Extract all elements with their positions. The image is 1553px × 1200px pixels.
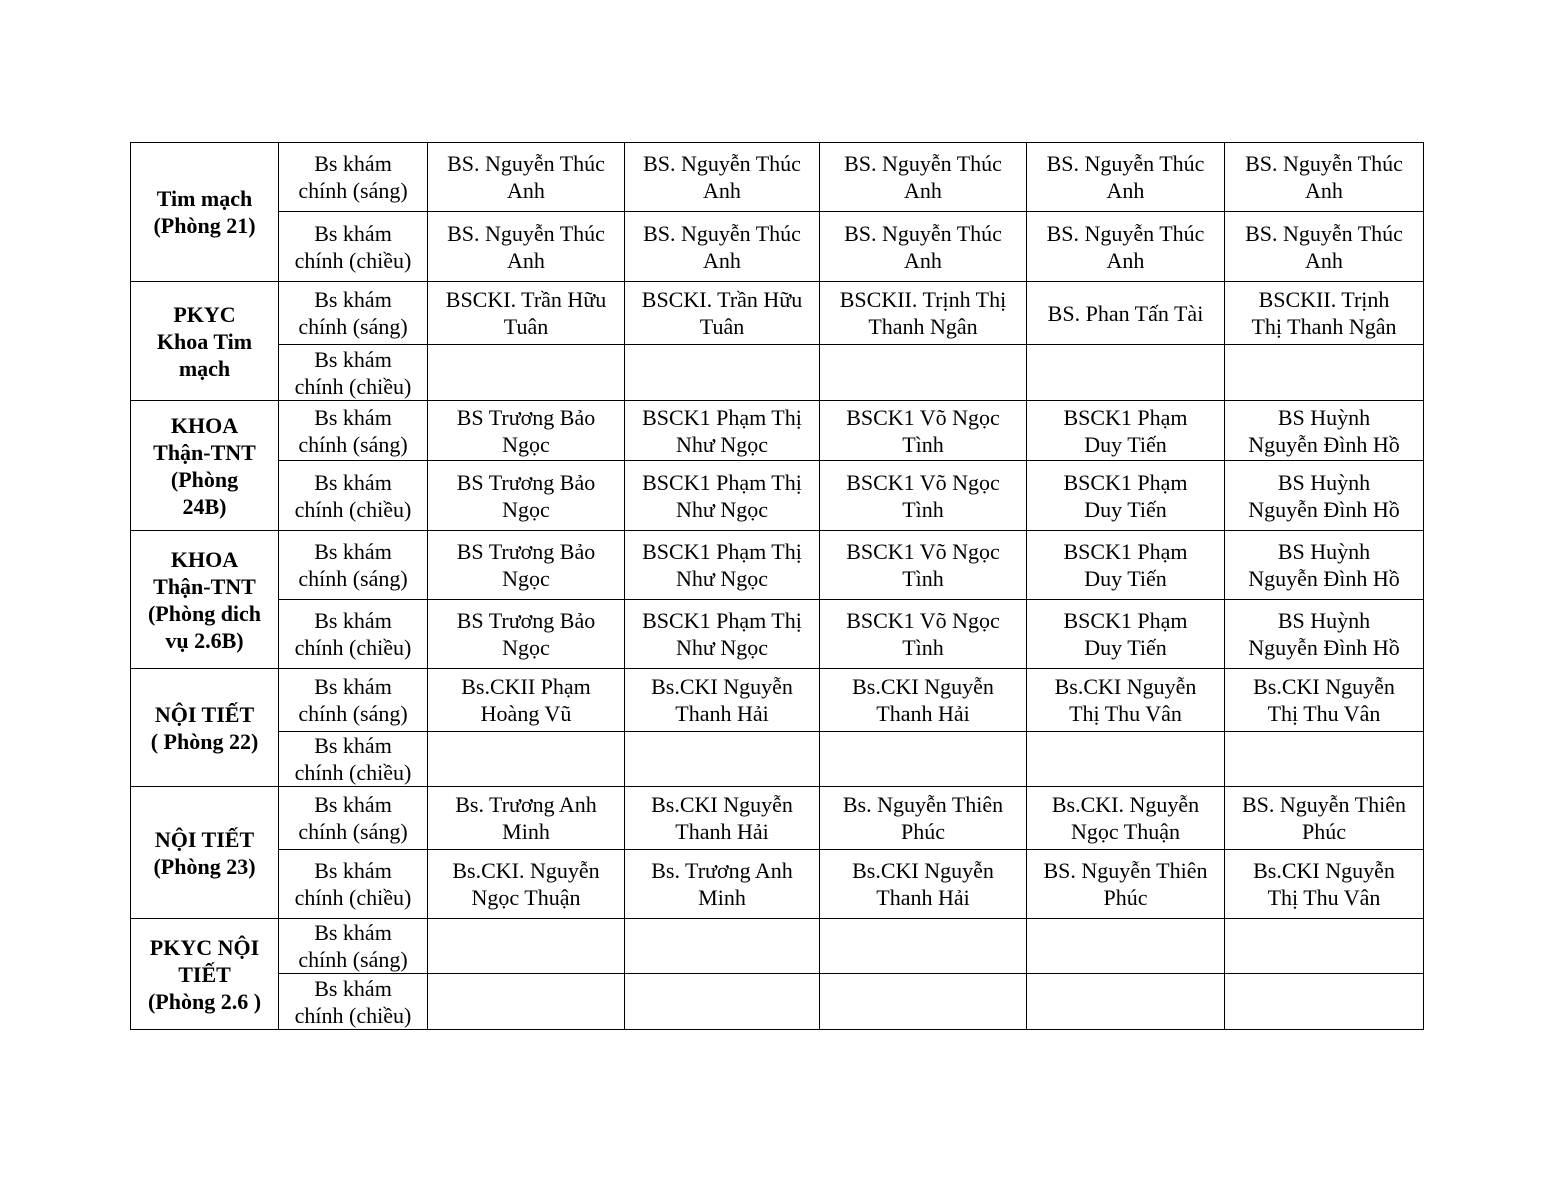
doctor-cell: BSCK1 Phạm Thị Như Ngọc xyxy=(625,531,820,600)
doctor-schedule-table xyxy=(130,142,1424,1030)
table-row xyxy=(131,732,1424,787)
doctor-cell: BSCKI. Trần Hữu Tuân xyxy=(625,282,820,345)
table-row xyxy=(131,919,1424,974)
doctor-cell: BSCK1 Phạm Thị Như Ngọc xyxy=(625,600,820,669)
doctor-cell xyxy=(625,345,820,401)
table-row xyxy=(131,531,1424,600)
doctor-cell: Bs.CKI Nguyễn Thanh Hải xyxy=(820,669,1027,732)
department-cell: Tim mạch (Phòng 21) xyxy=(131,143,279,282)
doctor-cell: BS. Nguyễn Thúc Anh xyxy=(1027,143,1225,212)
doctor-cell: BS Trương Bảo Ngọc xyxy=(428,401,625,461)
department-cell: KHOA Thận-TNT (Phòng dich vụ 2.6B) xyxy=(131,531,279,669)
doctor-cell: BSCK1 Phạm Duy Tiến xyxy=(1027,401,1225,461)
department-cell: PKYC Khoa Tim mạch xyxy=(131,282,279,401)
table-row xyxy=(131,282,1424,345)
doctor-cell: BSCKII. Trịnh Thị Thanh Ngân xyxy=(1225,282,1424,345)
doctor-cell: BSCK1 Phạm Thị Như Ngọc xyxy=(625,461,820,531)
doctor-cell xyxy=(1225,345,1424,401)
doctor-cell: BS. Nguyễn Thúc Anh xyxy=(820,212,1027,282)
table-row xyxy=(131,787,1424,850)
doctor-cell xyxy=(428,919,625,974)
shift-label-cell: Bs khám chính (sáng) xyxy=(279,143,428,212)
doctor-cell: BS. Nguyễn Thúc Anh xyxy=(1027,212,1225,282)
doctor-cell: BSCK1 Võ Ngọc Tình xyxy=(820,461,1027,531)
table-row xyxy=(131,974,1424,1030)
doctor-cell xyxy=(428,974,625,1030)
table-row xyxy=(131,212,1424,282)
shift-label-cell: Bs khám chính (sáng) xyxy=(279,919,428,974)
shift-label-cell: Bs khám chính (sáng) xyxy=(279,282,428,345)
shift-label-cell: Bs khám chính (chiều) xyxy=(279,732,428,787)
doctor-cell xyxy=(1225,732,1424,787)
shift-label-cell: Bs khám chính (chiều) xyxy=(279,600,428,669)
doctor-cell: BS. Nguyễn Thúc Anh xyxy=(1225,143,1424,212)
shift-label-cell: Bs khám chính (chiều) xyxy=(279,461,428,531)
doctor-cell: BSCK1 Võ Ngọc Tình xyxy=(820,401,1027,461)
doctor-cell: BS. Nguyễn Thúc Anh xyxy=(1225,212,1424,282)
department-cell: NỘI TIẾT (Phòng 23) xyxy=(131,787,279,919)
doctor-cell: Bs.CKII Phạm Hoàng Vũ xyxy=(428,669,625,732)
doctor-cell: BS Trương Bảo Ngọc xyxy=(428,600,625,669)
table-row xyxy=(131,401,1424,461)
doctor-cell xyxy=(625,732,820,787)
department-cell: PKYC NỘI TIẾT (Phòng 2.6 ) xyxy=(131,919,279,1030)
doctor-cell xyxy=(428,732,625,787)
doctor-cell: BS. Nguyễn Thúc Anh xyxy=(625,212,820,282)
shift-label-cell: Bs khám chính (chiều) xyxy=(279,850,428,919)
table-row xyxy=(131,850,1424,919)
doctor-cell: BS Huỳnh Nguyễn Đình Hồ xyxy=(1225,600,1424,669)
doctor-cell: Bs.CKI Nguyễn Thị Thu Vân xyxy=(1225,669,1424,732)
table-row xyxy=(131,345,1424,401)
shift-label-cell: Bs khám chính (chiều) xyxy=(279,212,428,282)
doctor-cell: Bs.CKI Nguyễn Thị Thu Vân xyxy=(1027,669,1225,732)
doctor-cell: BS Huỳnh Nguyễn Đình Hồ xyxy=(1225,461,1424,531)
doctor-cell: BSCK1 Võ Ngọc Tình xyxy=(820,531,1027,600)
doctor-cell: BS Trương Bảo Ngọc xyxy=(428,461,625,531)
doctor-cell: BS Huỳnh Nguyễn Đình Hồ xyxy=(1225,531,1424,600)
doctor-cell: BSCK1 Phạm Thị Như Ngọc xyxy=(625,401,820,461)
shift-label-cell: Bs khám chính (sáng) xyxy=(279,531,428,600)
doctor-cell: Bs. Nguyễn Thiên Phúc xyxy=(820,787,1027,850)
shift-label-cell: Bs khám chính (sáng) xyxy=(279,401,428,461)
doctor-cell: Bs. Trương Anh Minh xyxy=(625,850,820,919)
doctor-cell: Bs.CKI Nguyễn Thanh Hải xyxy=(625,787,820,850)
doctor-cell: Bs. Trương Anh Minh xyxy=(428,787,625,850)
doctor-cell: BSCK1 Phạm Duy Tiến xyxy=(1027,600,1225,669)
doctor-cell: BSCK1 Phạm Duy Tiến xyxy=(1027,461,1225,531)
table-row xyxy=(131,669,1424,732)
doctor-cell: Bs.CKI Nguyễn Thanh Hải xyxy=(625,669,820,732)
doctor-cell: BS. Nguyễn Thúc Anh xyxy=(625,143,820,212)
doctor-cell: Bs.CKI. Nguyễn Ngọc Thuận xyxy=(428,850,625,919)
doctor-cell: BS. Nguyễn Thúc Anh xyxy=(428,212,625,282)
doctor-cell: BSCK1 Võ Ngọc Tình xyxy=(820,600,1027,669)
doctor-cell: Bs.CKI Nguyễn Thị Thu Vân xyxy=(1225,850,1424,919)
table-row xyxy=(131,143,1424,212)
doctor-cell xyxy=(1225,974,1424,1030)
doctor-cell: BS Trương Bảo Ngọc xyxy=(428,531,625,600)
doctor-cell xyxy=(1027,345,1225,401)
doctor-cell xyxy=(820,732,1027,787)
shift-label-cell: Bs khám chính (chiều) xyxy=(279,345,428,401)
doctor-cell xyxy=(820,919,1027,974)
doctor-cell: BS. Phan Tấn Tài xyxy=(1027,282,1225,345)
doctor-cell xyxy=(820,974,1027,1030)
department-cell: KHOA Thận-TNT (Phòng 24B) xyxy=(131,401,279,531)
doctor-cell: BSCKII. Trịnh Thị Thanh Ngân xyxy=(820,282,1027,345)
shift-label-cell: Bs khám chính (chiều) xyxy=(279,974,428,1030)
doctor-cell xyxy=(820,345,1027,401)
doctor-cell: Bs.CKI Nguyễn Thanh Hải xyxy=(820,850,1027,919)
shift-label-cell: Bs khám chính (sáng) xyxy=(279,787,428,850)
table-row xyxy=(131,600,1424,669)
doctor-cell: BS. Nguyễn Thiên Phúc xyxy=(1027,850,1225,919)
department-cell: NỘI TIẾT ( Phòng 22) xyxy=(131,669,279,787)
doctor-cell xyxy=(1027,974,1225,1030)
doctor-cell: BS. Nguyễn Thúc Anh xyxy=(820,143,1027,212)
doctor-cell xyxy=(1225,919,1424,974)
schedule-body xyxy=(131,143,1424,1030)
doctor-cell: BSCKI. Trần Hữu Tuân xyxy=(428,282,625,345)
doctor-cell xyxy=(1027,732,1225,787)
shift-label-cell: Bs khám chính (sáng) xyxy=(279,669,428,732)
doctor-cell xyxy=(1027,919,1225,974)
doctor-cell: BS. Nguyễn Thiên Phúc xyxy=(1225,787,1424,850)
doctor-cell xyxy=(428,345,625,401)
doctor-cell: BS Huỳnh Nguyễn Đình Hồ xyxy=(1225,401,1424,461)
doctor-cell: Bs.CKI. Nguyễn Ngọc Thuận xyxy=(1027,787,1225,850)
doctor-cell xyxy=(625,919,820,974)
doctor-cell: BSCK1 Phạm Duy Tiến xyxy=(1027,531,1225,600)
doctor-cell: BS. Nguyễn Thúc Anh xyxy=(428,143,625,212)
table-row xyxy=(131,461,1424,531)
doctor-cell xyxy=(625,974,820,1030)
